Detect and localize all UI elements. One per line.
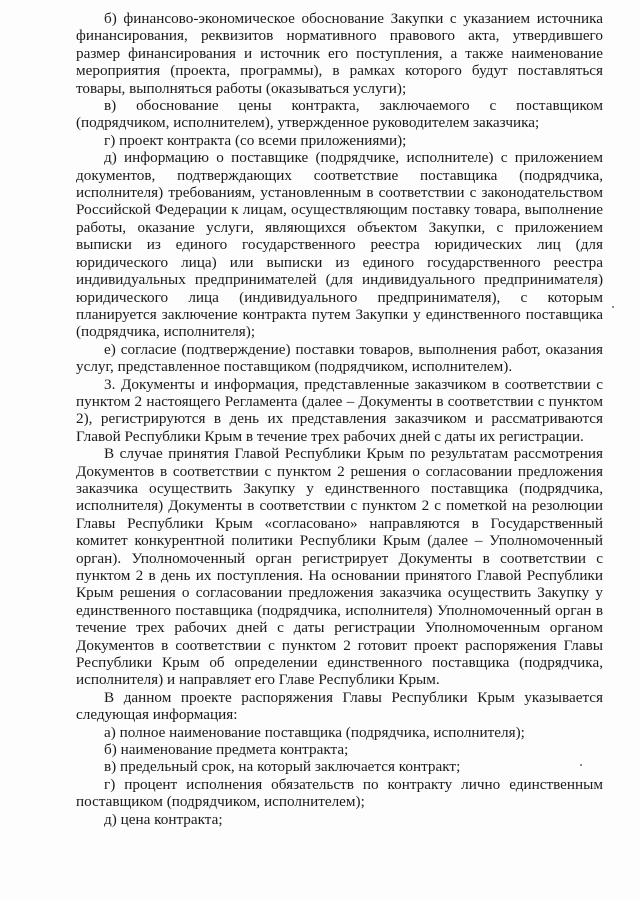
list-item-performance-percent: г) процент исполнения обязательств по контракту лично единственным поставщиком (подрядчиком, исполнителем); [76, 775, 603, 811]
paragraph-approval-procedure: В случае принятия Главой Республики Крым по результатам рассмотрения Документов в соответствии с пунктом 2 решения о согласовании предложения заказчика осуществить Закупку у единственного поставщика (подрядчика, исполнителя) Документы в соответствии с пунктом 2 с пометкой на резолюции Главы Республики Крым «согласовано» направляются в Государственный комитет конкурентной политики Республики Крым (далее – Уполномоченный орган). Уполномоченный орган регистрирует Документы в соответствии с пунктом 2 в день их поступления. На основании принятого Главой Республики Крым решения о согласовании предложения заказчика осуществить Закупку у единственного поставщика (подрядчика, исполнителя) Уполномоченный орган в течение трех рабочих дней с даты регистрации Уполномоченным органом Документов в соответствии с пунктом 2 готовит проект распоряжения Главы Республики Крым об определении единственного поставщика (подрядчика, исполнителя) и направляет его Главе Республики Крым. [76, 445, 603, 689]
paragraph-supplier-consent: е) согласие (подтверждение) поставки товаров, выполнения работ, оказания услуг, представленное поставщиком (подрядчиком, исполнителем). [76, 340, 603, 376]
list-item-contract-subject: б) наименование предмета контракта; [104, 741, 349, 759]
list-item-supplier-name: а) полное наименование поставщика (подрядчика, исполнителя); [104, 723, 525, 741]
paragraph-item-3: 3. Документы и информация, представленные заказчиком в соответствии с пунктом 2 настоящего Регламента (далее – Документы в соответствии с пунктом 2), регистрируются в день их представления заказчиком и рассматриваются Главой Республики Крым в течение трех рабочих дней с даты их регистрации. [76, 375, 603, 445]
document-body [76, 10, 603, 828]
scan-speck [612, 306, 614, 308]
paragraph-supplier-info: д) информацию о поставщике (подрядчике, исполнителе) с приложением документов, подтверждающих соответствие поставщика (подрядчика, исполнителя) требованиям, установленным в соответствии с законодательством Российской Федерации к лицам, осуществляющим поставку товара, выполнение работы, оказание услуги, являющихся объектом Закупки, с приложением выписки из единого государственного реестра юридических лиц (для юридического лица) или выписки из единого государственного реестра индивидуальных предпринимателей (для индивидуального предпринимателя) юридического лица (индивидуального предпринимателя), с которым планируется заключение контракта путем Закупки у единственного поставщика (подрядчика, исполнителя); [76, 149, 603, 341]
scan-speck [580, 764, 582, 766]
list-item-contract-price: д) цена контракта; [104, 810, 223, 828]
paragraph-order-info-intro: В данном проекте распоряжения Главы Республики Крым указывается следующая информация: [76, 688, 603, 724]
paragraph-contract-draft: г) проект контракта (со всеми приложениями); [104, 131, 407, 149]
list-item-contract-term: в) предельный срок, на который заключается контракт; [104, 758, 461, 776]
paragraph-price-justification: в) обоснование цены контракта, заключаемого с поставщиком (подрядчиком, исполнителем), утвержденное руководителем заказчика; [76, 97, 603, 132]
paragraph-financial-justification: б) финансово-экономическое обоснование Закупки с указанием источника финансирования, реквизитов нормативного правового акта, утвердившего размер финансирования и источник его поступления, а также наименование мероприятия (проекта, программы), в рамках которого будут поставляться товары, выполняться работы (оказываться услуги); [76, 10, 603, 97]
